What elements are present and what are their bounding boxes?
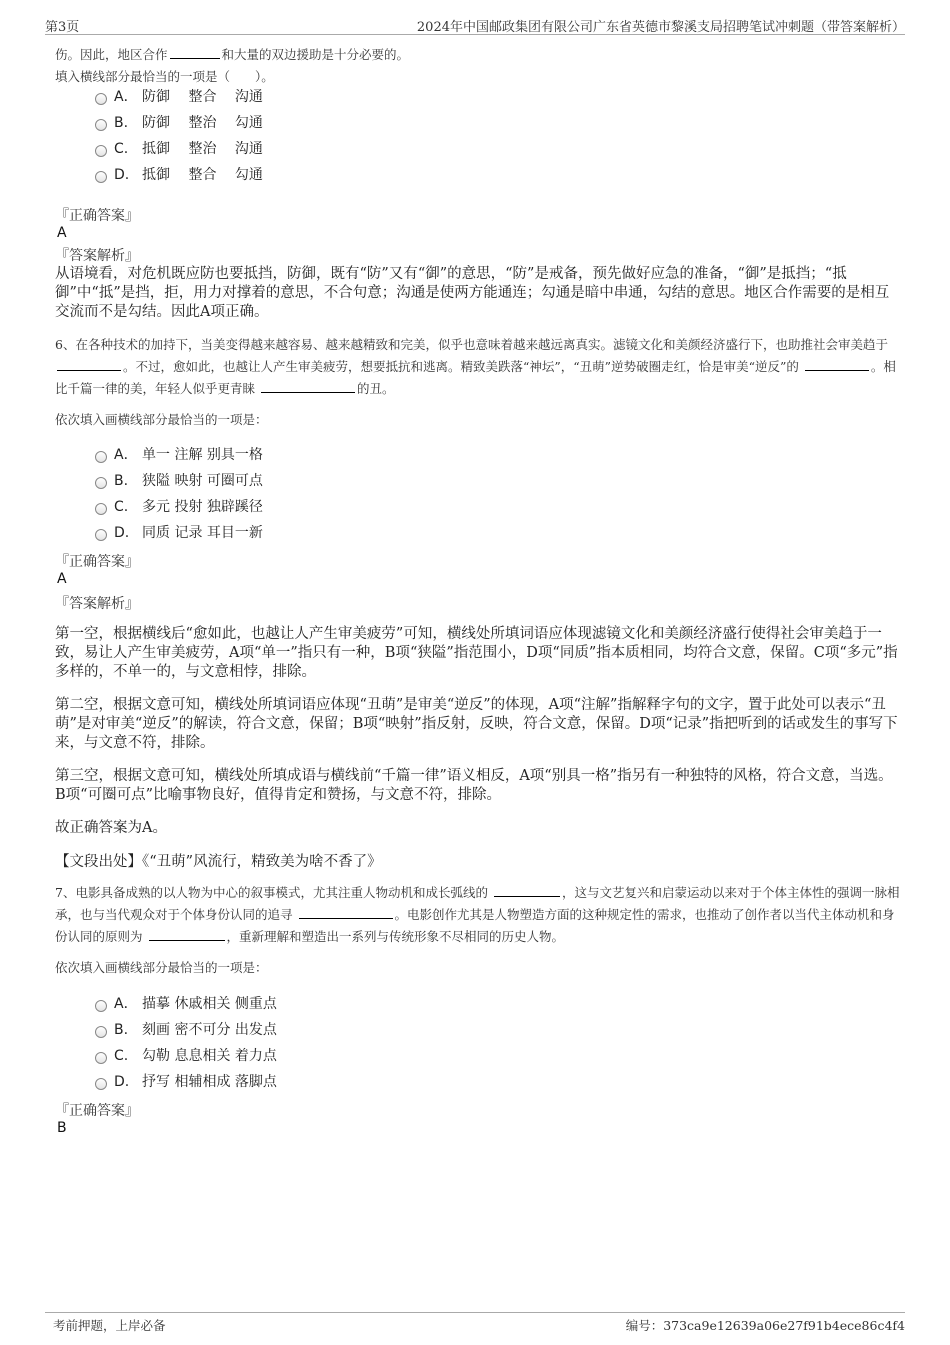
option-letter: B. — [114, 1022, 129, 1038]
q7-stem-text: 。电影创作尤其是人物塑造方面的这种规定性的需求，也推动了创作者以当代主体动机和身份认同的原则为 — [55, 907, 895, 944]
q5-answer-section — [55, 205, 900, 322]
option-text: 单一 注解 别具一格 — [142, 447, 263, 463]
correct-answer-label: 『正确答案』 — [55, 1103, 139, 1119]
q5-stem-text: 和大量的双边援助是十分必要的。 — [221, 47, 410, 62]
serial-number: 编号：373ca9e12639a06e27f91b4ece86c4f4 — [625, 1318, 905, 1333]
q6-option-b[interactable] — [95, 468, 263, 494]
radio-icon[interactable] — [95, 145, 107, 157]
analysis-paragraph-1: 第一空，根据横线后“愈如此，也越让人产生审美疲劳”可知，横线处所填词语应体现滤镜文化和美颜经济盛行使得社会审美趋于一致，易让人产生审美疲劳，A项“单一”指只有一种，B项“狭隘”指范围小，D项“同质”指本质相同，均符合文意，保留。C项“多元”指多样的，不单一的，与文意相悖，排除。 — [55, 626, 898, 680]
q7-option-b[interactable] — [95, 1017, 277, 1043]
radio-icon[interactable] — [95, 451, 107, 463]
option-text: 抒写 相辅相成 落脚点 — [142, 1074, 277, 1090]
option-text: 勾勒 息息相关 着力点 — [142, 1048, 277, 1064]
q5-option-c[interactable] — [95, 136, 263, 162]
q5-options — [95, 84, 263, 188]
q6-stem-text: 。不过，愈如此，也越让人产生审美疲劳，想要抵抗和逃离。精致美跌落“神坛”，“丑萌”逆势破圈走红，恰是审美“逆反”的 — [123, 359, 799, 374]
option-text: 刻画 密不可分 出发点 — [142, 1022, 277, 1038]
correct-answer: A — [57, 225, 67, 241]
q6-stem — [55, 334, 900, 400]
option-text: 同质 记录 耳目一新 — [142, 525, 263, 541]
option-letter: D. — [114, 525, 130, 541]
option-letter: D. — [114, 167, 130, 183]
option-text: 防御 整合 沟通 — [142, 89, 263, 105]
radio-icon[interactable] — [95, 1052, 107, 1064]
q7-stem-text: ，这与文艺复兴和启蒙运动以来对于个体主体性的强调一脉相承，也与当代观众对于个体身份认同的追寻 — [55, 885, 900, 922]
q7-option-c[interactable] — [95, 1043, 277, 1069]
radio-icon[interactable] — [95, 93, 107, 105]
q6-analysis — [55, 625, 900, 872]
q7-option-d[interactable] — [95, 1069, 277, 1095]
analysis-text: 从语境看，对危机既应防也要抵挡，防御，既有“防”又有“御”的意思，“防”是戒备，预先做好应急的准备，“御”是抵挡；“抵御”中“抵”是挡，拒，用力对撑着的意思，不合句意；沟通是使两方能通连；勾通是暗中串通，勾结的意思。地区合作需要的是相互交流而不是勾结。因此A项正确。 — [55, 266, 890, 320]
option-letter: D. — [114, 1074, 130, 1090]
q6-options — [95, 442, 263, 546]
q6-option-c[interactable] — [95, 494, 263, 520]
q6-option-a[interactable] — [95, 442, 263, 468]
q7-option-a[interactable] — [95, 991, 277, 1017]
fill-blank — [299, 906, 393, 919]
page-header — [45, 14, 905, 35]
q6-prompt: 依次填入画横线部分最恰当的一项是： — [55, 412, 268, 427]
correct-answer: B — [57, 1120, 67, 1136]
option-letter: C. — [114, 141, 129, 157]
fill-blank — [494, 884, 560, 897]
q6-stem-text: 的丑。 — [357, 381, 395, 396]
correct-answer-label: 『正确答案』 — [55, 554, 139, 570]
fill-blank — [149, 928, 225, 941]
footer-slogan: 考前押题，上岸必备 — [53, 1318, 166, 1333]
radio-icon[interactable] — [95, 1026, 107, 1038]
page-footer — [45, 1312, 905, 1333]
q6-answer-section — [55, 551, 900, 613]
option-letter: C. — [114, 499, 129, 515]
fill-blank — [170, 46, 220, 59]
option-letter: B. — [114, 115, 129, 131]
option-text: 描摹 休戚相关 侧重点 — [142, 996, 277, 1012]
radio-icon[interactable] — [95, 529, 107, 541]
conclusion: 故正确答案为A。 — [55, 820, 167, 836]
q7-stem-text: 7、电影具备成熟的以人物为中心的叙事模式，尤其注重人物动机和成长弧线的 — [55, 885, 488, 900]
radio-icon[interactable] — [95, 477, 107, 489]
q7-stem-text: ，重新理解和塑造出一系列与传统形象不尽相同的历史人物。 — [226, 929, 565, 944]
fill-blank — [57, 358, 121, 371]
q7-stem — [55, 882, 900, 948]
q5-option-d[interactable] — [95, 162, 263, 188]
option-text: 抵御 整治 沟通 — [142, 141, 263, 157]
q6-stem-text: 。相比千篇一律的美，年轻人似乎更青睐 — [55, 359, 896, 396]
analysis-label: 『答案解析』 — [55, 596, 139, 612]
q5-option-b[interactable] — [95, 110, 263, 136]
option-text: 狭隘 映射 可圈可点 — [142, 473, 263, 489]
radio-icon[interactable] — [95, 1000, 107, 1012]
correct-answer-label: 『正确答案』 — [55, 208, 139, 224]
q6-option-d[interactable] — [95, 520, 263, 546]
q7-options — [95, 991, 277, 1095]
option-text: 抵御 整合 勾通 — [142, 167, 263, 183]
option-text: 多元 投射 独辟蹊径 — [142, 499, 263, 515]
option-letter: B. — [114, 473, 129, 489]
option-letter: A． — [114, 89, 138, 105]
page-number: 第3页 — [45, 20, 80, 35]
q5-stem-text: 伤。因此，地区合作 — [55, 47, 168, 62]
q7-answer-section — [55, 1100, 900, 1140]
q6-stem-text: 6、在各种技术的加持下，当美变得越来越容易、越来越精致和完美，似乎也意味着越来越远离真实。滤镜文化和美颜经济盛行下，也助推社会审美趋于 — [55, 337, 888, 352]
fill-blank — [261, 380, 355, 393]
analysis-label: 『答案解析』 — [55, 248, 139, 264]
analysis-paragraph-3: 第三空，根据文意可知，横线处所填成语与横线前“千篇一律”语义相反，A项“别具一格”指另有一种独特的风格，符合文意，当选。B项“可圈可点”比喻事物良好，值得肯定和赞扬，与文意不符，排除。 — [55, 768, 893, 803]
analysis-paragraph-2: 第二空，根据文意可知，横线处所填词语应体现“丑萌”是审美“逆反”的体现，A项“注解”指解释字句的文字，置于此处可以表示“丑萌”是对审美“逆反”的解读，符合文意，保留；B项“映射”指反射，反映，符合文意，保留。D项“记录”指把听到的话或发生的事写下来，与文意不符，排除。 — [55, 697, 898, 751]
q7-prompt: 依次填入画横线部分最恰当的一项是： — [55, 960, 268, 975]
q5-stem — [55, 44, 900, 88]
radio-icon[interactable] — [95, 503, 107, 515]
option-letter: A． — [114, 996, 138, 1012]
correct-answer: A — [57, 571, 67, 587]
radio-icon[interactable] — [95, 119, 107, 131]
radio-icon[interactable] — [95, 171, 107, 183]
q5-option-a[interactable] — [95, 84, 263, 110]
source-citation: 【文段出处】《“丑萌”风流行，精致美为啥不香了》 — [55, 854, 382, 870]
option-text: 防御 整治 勾通 — [142, 115, 263, 131]
option-letter: C. — [114, 1048, 129, 1064]
fill-blank — [805, 358, 869, 371]
document-title: 2024年中国邮政集团有限公司广东省英德市黎溪支局招聘笔试冲刺题（带答案解析） — [416, 20, 905, 35]
option-letter: A． — [114, 447, 138, 463]
q5-prompt: 填入横线部分最恰当的一项是（ ）。 — [55, 69, 274, 84]
radio-icon[interactable] — [95, 1078, 107, 1090]
